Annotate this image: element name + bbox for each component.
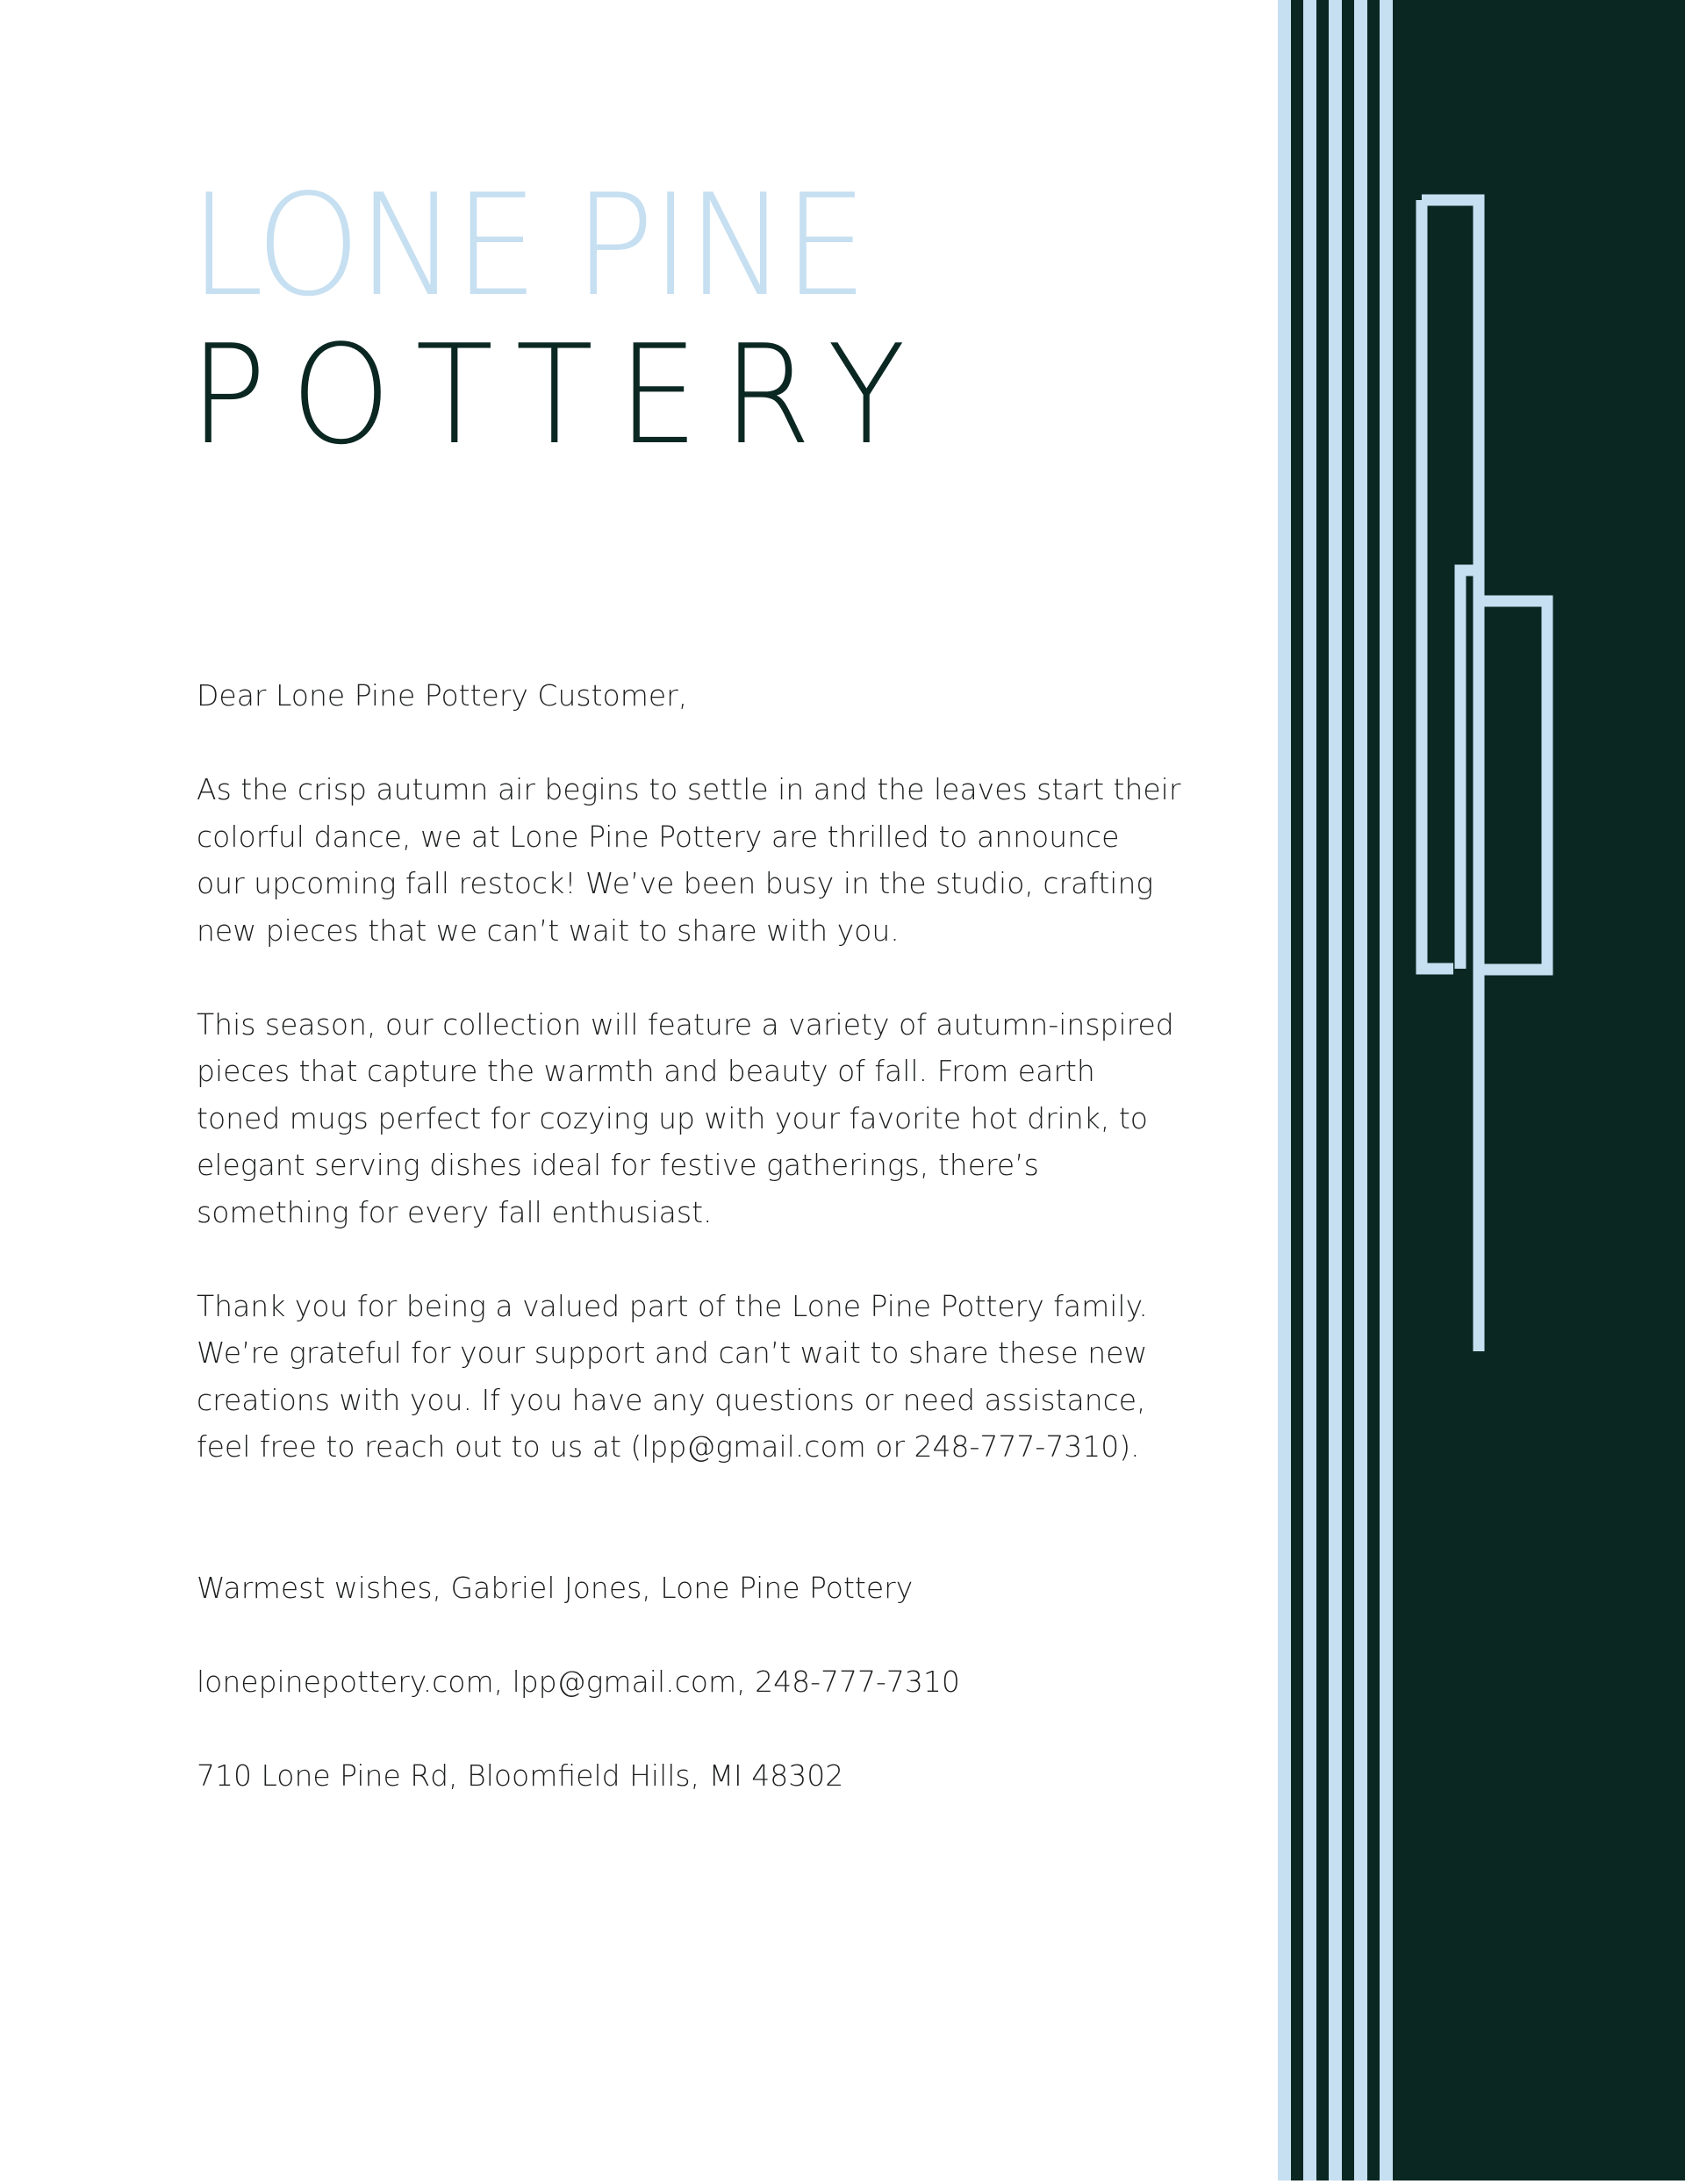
paragraph-2-line: This season, our collection will feature a variety of autumn-inspired bbox=[197, 1006, 1174, 1042]
letter-body bbox=[197, 672, 1181, 1799]
paragraph-1-line: new pieces that we can’t wait to share with you. bbox=[197, 913, 900, 948]
paragraph-1-line: colorful dance, we at Lone Pine Pottery are thrilled to announce bbox=[197, 819, 1120, 854]
paragraph-2-line: pieces that capture the warmth and beauty of fall. From earth bbox=[197, 1054, 1095, 1088]
paragraph-3-line: Thank you for being a valued part of the Lone Pine Pottery family. bbox=[197, 1288, 1148, 1323]
paragraph-2-line: elegant serving dishes ideal for festive gatherings, there’s bbox=[197, 1148, 1039, 1182]
address-line: 710 Lone Pine Rd, Bloomfield Hills, MI 48302 bbox=[197, 1758, 844, 1793]
paragraph-3-line: creations with you. If you have any questions or need assistance, bbox=[197, 1382, 1146, 1417]
paragraph-3-line: feel free to reach out to us at (lpp@gmail.com or 248-777-7310). bbox=[197, 1429, 1140, 1464]
sidebar-stripe bbox=[1303, 0, 1316, 2180]
letter-greeting: Dear Lone Pine Pottery Customer, bbox=[197, 678, 688, 712]
sidebar-stripe bbox=[1278, 0, 1291, 2180]
decorative-sidebar bbox=[1278, 0, 1685, 2180]
paragraph-1-line: our upcoming fall restock! We’ve been busy in the studio, crafting bbox=[197, 866, 1154, 900]
letter-signoff: Warmest wishes, Gabriel Jones, Lone Pine Pottery bbox=[197, 1570, 914, 1605]
sidebar-stripe bbox=[1329, 0, 1342, 2180]
paragraph-1-line: As the crisp autumn air begins to settle in and the leaves start their bbox=[197, 772, 1181, 806]
paragraph-2-line: toned mugs perfect for cozying up with your favorite hot drink, to bbox=[197, 1100, 1148, 1135]
contact-line: lonepinepottery.com, lpp@gmail.com, 248-777-7310 bbox=[197, 1664, 960, 1699]
paragraph-3-line: We’re grateful for your support and can’t wait to share these new bbox=[197, 1335, 1148, 1370]
sidebar-stripe bbox=[1380, 0, 1393, 2180]
brand-name-line1: LONE PINE bbox=[190, 163, 864, 327]
brand-wordmark bbox=[190, 163, 986, 475]
sidebar-stripe bbox=[1354, 0, 1367, 2180]
brand-name-line2: POTTERY bbox=[190, 315, 930, 475]
paragraph-2-line: something for every fall enthusiast. bbox=[197, 1194, 713, 1229]
sidebar-stripes-graphic bbox=[1278, 0, 1685, 2180]
